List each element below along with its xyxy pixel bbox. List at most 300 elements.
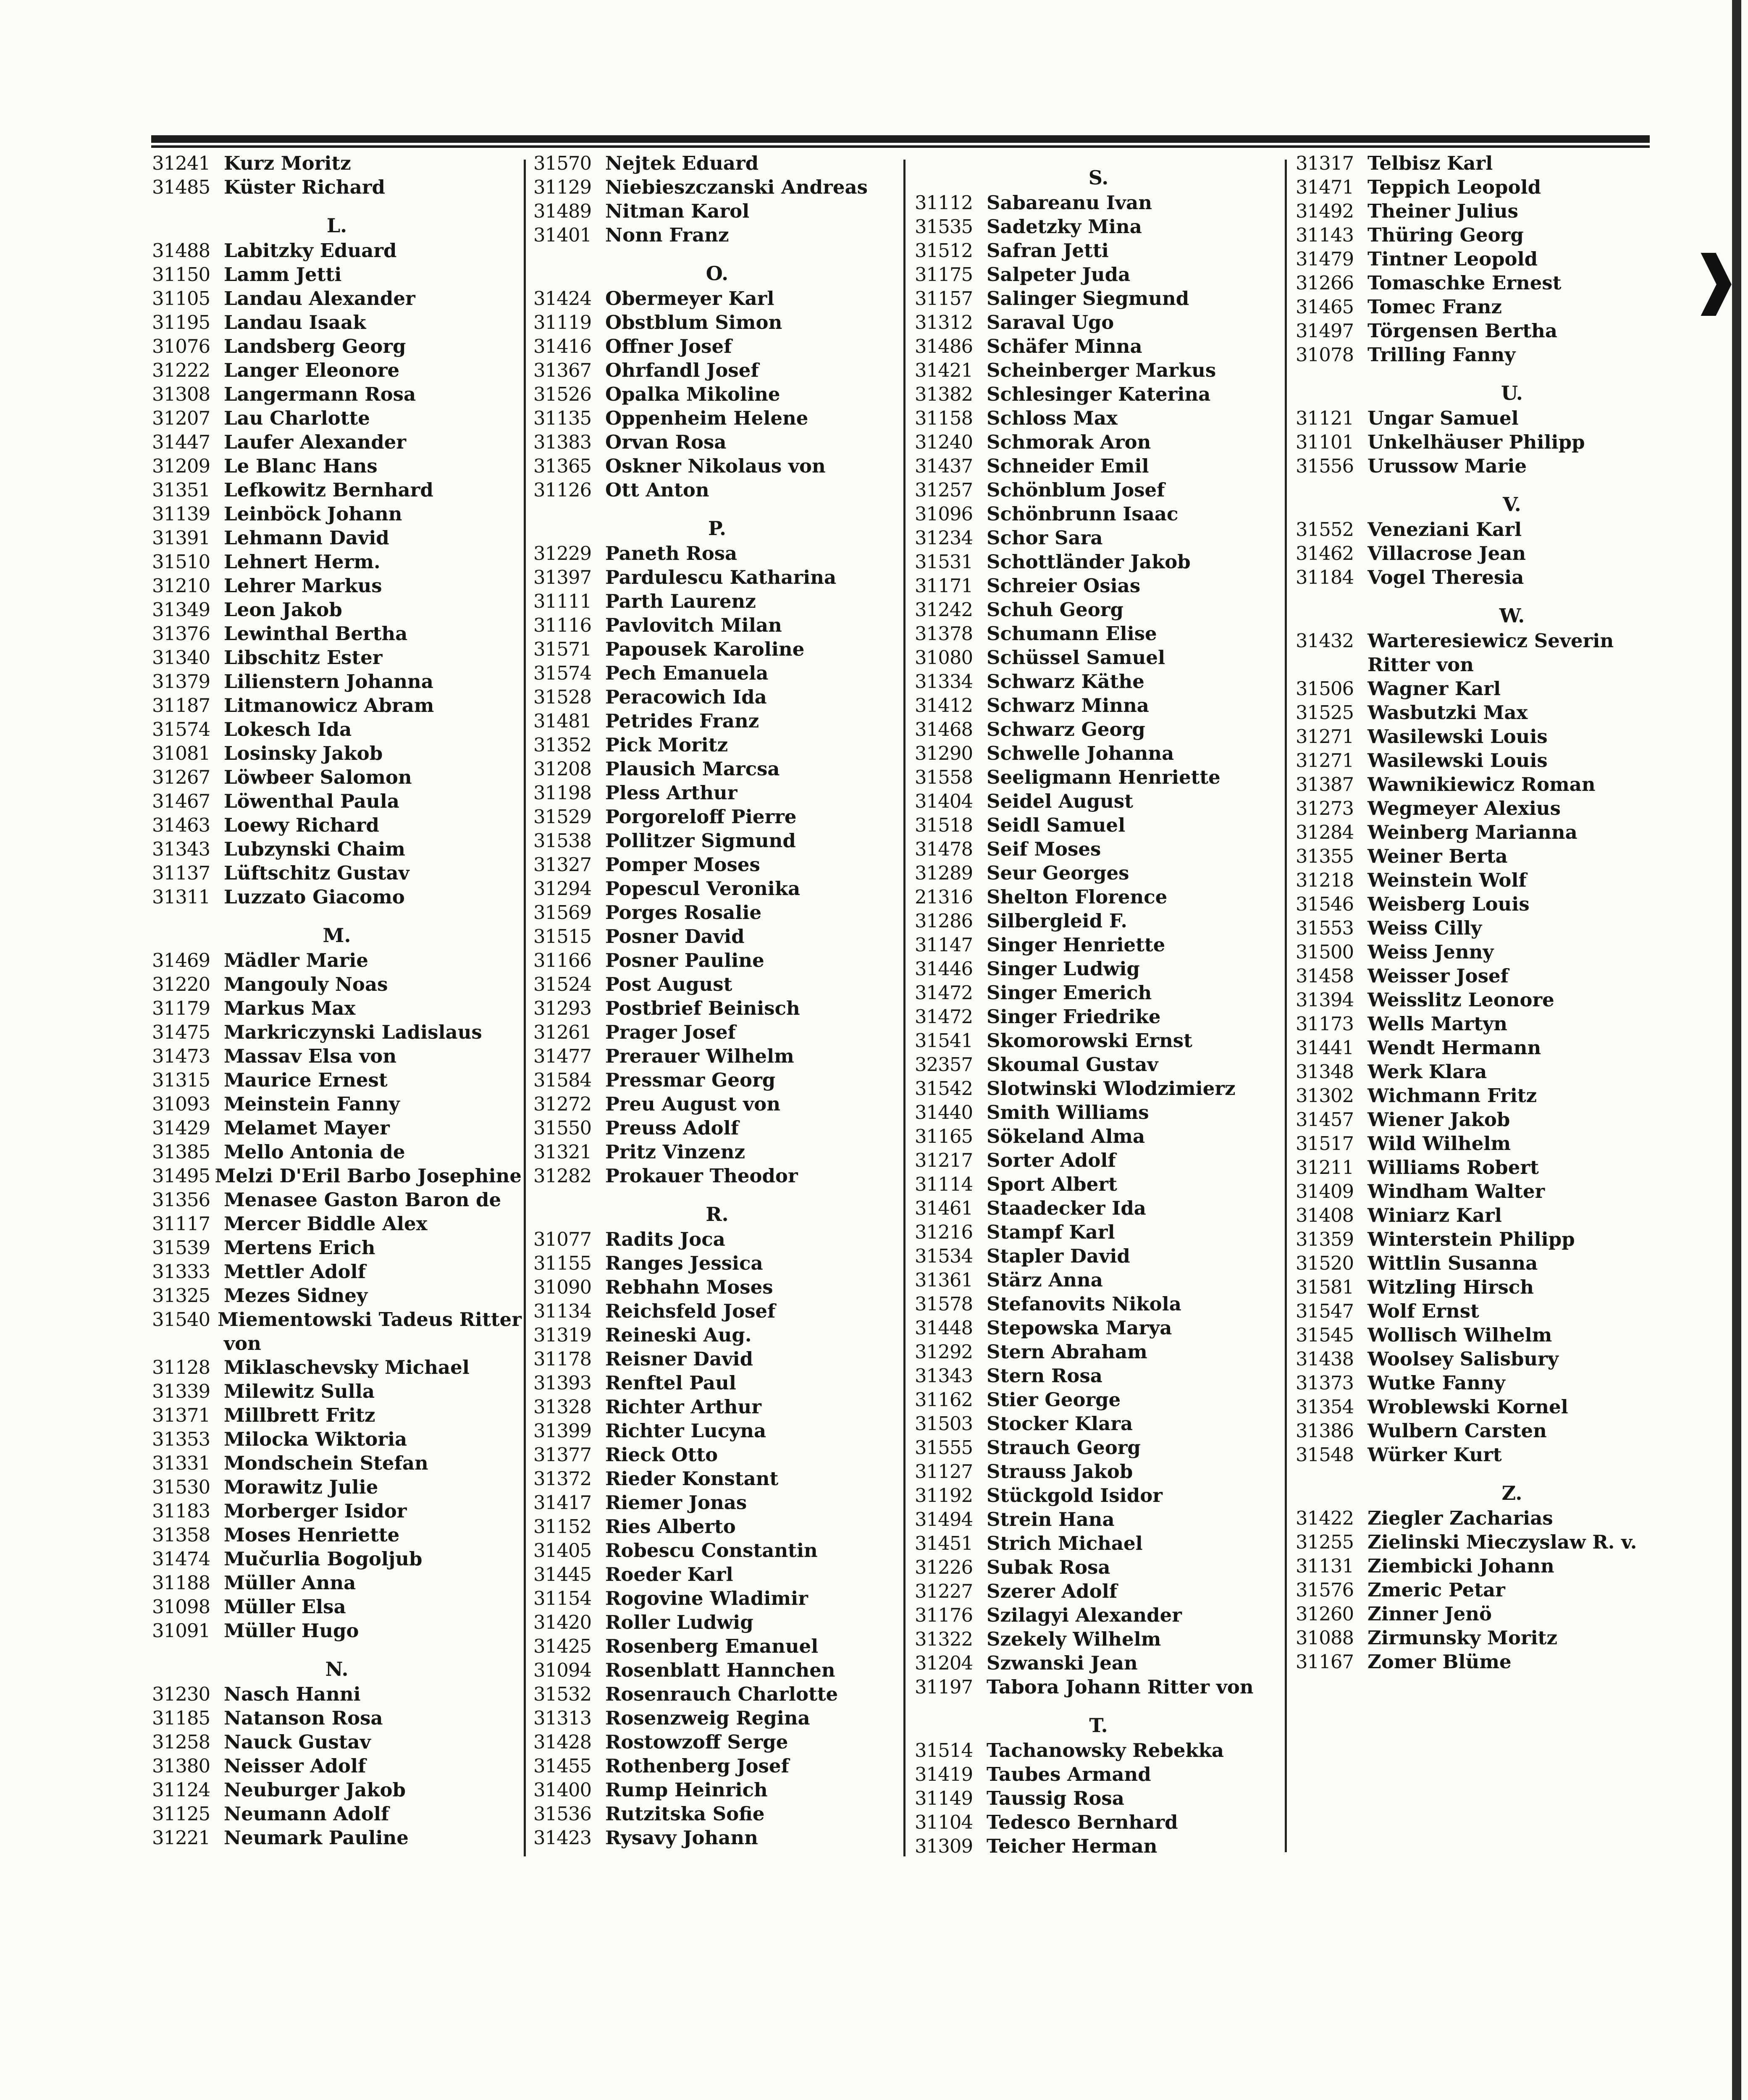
entry-name: Rebhahn Moses <box>605 1276 773 1298</box>
entry-number: 31581 <box>1296 1276 1354 1298</box>
entry-number: 31526 <box>533 383 592 405</box>
entry-number: 31546 <box>1296 893 1354 915</box>
list-entry <box>1296 940 1728 964</box>
entry-number: 31530 <box>152 1476 210 1498</box>
list-entry <box>915 1268 1282 1292</box>
entry-number: 31271 <box>1296 725 1354 748</box>
list-entry <box>915 430 1282 454</box>
entry-name: Szerer Adolf <box>987 1580 1118 1602</box>
entry-number: 31098 <box>152 1596 210 1618</box>
list-entry <box>915 1483 1282 1507</box>
entry-name: Lau Charlotte <box>224 407 370 429</box>
list-entry <box>915 885 1282 909</box>
entry-name: Teicher Herman <box>987 1835 1157 1857</box>
list-entry <box>533 1754 901 1778</box>
entry-number: 31437 <box>915 455 973 477</box>
list-entry <box>152 948 522 972</box>
list-entry <box>1296 1554 1728 1578</box>
entry-number: 31313 <box>533 1707 592 1729</box>
section-letter-header <box>152 1643 522 1682</box>
list-entry <box>915 957 1282 981</box>
entry-number: 31162 <box>915 1389 973 1411</box>
entry-name: Postbrief Beinisch <box>605 997 800 1019</box>
entry-name: Laufer Alexander <box>224 431 407 453</box>
list-entry <box>1296 319 1728 343</box>
entry-number: 31198 <box>533 782 592 804</box>
entry-name: Ungar Samuel <box>1367 407 1519 429</box>
entry-number: 31457 <box>1296 1108 1354 1131</box>
list-entry <box>1296 1323 1728 1347</box>
list-entry <box>533 310 901 334</box>
entry-name: Wasilewski Louis <box>1367 749 1548 772</box>
entry-name: Posner David <box>605 925 745 948</box>
entry-name: Porgoreloff Pierre <box>605 806 797 828</box>
entry-number: 31571 <box>533 638 592 660</box>
entry-number: 31216 <box>915 1221 973 1243</box>
entry-number: 31510 <box>152 551 210 573</box>
entry-number: 31524 <box>533 973 592 995</box>
list-entry <box>1296 1251 1728 1275</box>
entry-number: 31343 <box>152 838 210 860</box>
entry-name: Post August <box>605 973 732 995</box>
list-entry <box>915 334 1282 358</box>
entry-name: Weisser Josef <box>1367 965 1509 987</box>
entry-number: 31271 <box>1296 749 1354 772</box>
entry-number: 31294 <box>533 877 592 900</box>
entry-number: 31455 <box>533 1755 592 1777</box>
entry-name: Schlesinger Katerina <box>987 383 1211 405</box>
entry-name: Zomer Blüme <box>1367 1651 1512 1673</box>
entry-name: Nitman Karol <box>605 200 750 222</box>
entry-name: Zinner Jenö <box>1367 1603 1492 1625</box>
entry-number: 31371 <box>152 1404 210 1426</box>
entry-number: 31408 <box>1296 1204 1354 1226</box>
entry-name: Schneider Emil <box>987 455 1149 477</box>
list-entry <box>1296 175 1728 199</box>
list-entry <box>533 223 901 247</box>
entry-number: 31126 <box>533 479 592 501</box>
list-entry <box>533 757 901 781</box>
list-entry <box>533 1515 901 1538</box>
list-entry <box>915 1507 1282 1531</box>
entry-number: 31520 <box>1296 1252 1354 1274</box>
entry-name: Melzi D'Eril Barbo Josephine <box>215 1165 522 1187</box>
entry-name: Ziembicki Johann <box>1367 1555 1554 1577</box>
entry-number: 31116 <box>533 614 592 636</box>
entry-number: 31379 <box>152 670 210 693</box>
entry-number: 31447 <box>152 431 210 453</box>
list-entry <box>152 885 522 909</box>
entry-name: Loewy Richard <box>224 814 379 836</box>
entry-name: Salinger Siegmund <box>987 287 1189 310</box>
entry-number: 31479 <box>1296 248 1354 270</box>
entry-name: Mettler Adolf <box>224 1260 366 1283</box>
entry-name: Riemer Jonas <box>605 1491 747 1514</box>
list-entry <box>533 565 901 589</box>
entry-name: Lehmann David <box>224 527 389 549</box>
list-entry <box>1296 1371 1728 1395</box>
entry-name: Silbergleid F. <box>987 910 1127 932</box>
list-entry <box>1296 1203 1728 1227</box>
entry-number: 31555 <box>915 1436 973 1459</box>
entry-name: Skoumal Gustav <box>987 1053 1158 1076</box>
entry-number: 31137 <box>152 862 210 884</box>
list-entry <box>533 805 901 829</box>
entry-name: Milewitz Sulla <box>224 1380 375 1402</box>
list-entry <box>152 550 522 574</box>
entry-number: 31321 <box>533 1141 592 1163</box>
entry-number: 31188 <box>152 1572 210 1594</box>
entry-number: 31348 <box>1296 1060 1354 1083</box>
entry-number: 31088 <box>1296 1627 1354 1649</box>
list-entry <box>915 1651 1282 1675</box>
list-entry <box>533 900 901 924</box>
list-entry <box>152 286 522 310</box>
entry-number: 31124 <box>152 1779 210 1801</box>
list-entry <box>152 1706 522 1730</box>
entry-number: 31576 <box>1296 1579 1354 1601</box>
entry-name: Neisser Adolf <box>224 1755 366 1777</box>
list-entry <box>1296 1626 1728 1650</box>
list-entry <box>533 1275 901 1299</box>
entry-number: 31514 <box>915 1739 973 1761</box>
list-entry <box>915 526 1282 550</box>
list-entry <box>1296 541 1728 565</box>
entry-number: 31503 <box>915 1412 973 1435</box>
list-entry <box>152 1092 522 1116</box>
entry-name: Seeligmann Henriette <box>987 766 1220 788</box>
section-letter: U. <box>1501 382 1523 404</box>
section-letter: W. <box>1499 604 1525 627</box>
entry-name: Richter Lucyna <box>605 1420 766 1442</box>
entry-name: Lubzynski Chaim <box>224 838 405 860</box>
entry-number: 31372 <box>533 1467 592 1490</box>
list-entry <box>533 1395 901 1419</box>
entry-number: 31539 <box>152 1236 210 1259</box>
list-entry <box>1296 1155 1728 1179</box>
entry-number: 31134 <box>533 1300 592 1322</box>
list-entry <box>1296 629 1728 653</box>
section-letter-header <box>915 1699 1282 1738</box>
section-letter: L. <box>326 214 347 237</box>
entry-number: 31578 <box>915 1293 973 1315</box>
list-entry <box>533 1634 901 1658</box>
entry-name: Tomec Franz <box>1367 296 1502 318</box>
entry-number: 31569 <box>533 901 592 924</box>
entry-name: Peracowich Ida <box>605 686 767 708</box>
entry-name: Prokauer Theodor <box>605 1165 798 1187</box>
entry-number: 31558 <box>915 766 973 788</box>
list-entry <box>1296 1036 1728 1060</box>
entry-name: Offner Josef <box>605 335 732 357</box>
entry-name: Theiner Julius <box>1367 200 1518 222</box>
list-entry <box>1296 1179 1728 1203</box>
entry-number: 31284 <box>1296 821 1354 843</box>
entry-number: 31195 <box>152 311 210 333</box>
list-entry <box>1296 868 1728 892</box>
entry-number: 31376 <box>152 622 210 645</box>
entry-name: Le Blanc Hans <box>224 455 378 477</box>
entry-name: Lilienstern Johanna <box>224 670 433 693</box>
list-entry <box>1296 430 1728 454</box>
entry-number: 31187 <box>152 694 210 717</box>
entry-name: Sadetzky Mina <box>987 215 1142 238</box>
entry-number: 31445 <box>533 1563 592 1586</box>
list-entry <box>152 1682 522 1706</box>
list-entry <box>152 406 522 430</box>
list-entry <box>533 972 901 996</box>
entry-number: 31339 <box>152 1380 210 1402</box>
entry-number: 31553 <box>1296 917 1354 939</box>
entry-name: Stern Rosa <box>987 1365 1102 1387</box>
entry-name: Sökeland Alma <box>987 1125 1145 1147</box>
entry-name: Strich Michael <box>987 1532 1143 1554</box>
entry-name: Weinberg Marianna <box>1367 821 1577 843</box>
entry-number: 31255 <box>1296 1531 1354 1553</box>
entry-name: Wittlin Susanna <box>1367 1252 1538 1274</box>
list-entry <box>1296 1530 1728 1554</box>
list-entry <box>1296 1012 1728 1036</box>
section-letter: M. <box>323 924 351 947</box>
entry-name: Weiner Berta <box>1367 845 1508 867</box>
entry-number: 31584 <box>533 1069 592 1091</box>
list-entry <box>1296 1395 1728 1419</box>
list-entry <box>915 669 1282 693</box>
entry-name: Zielinski Mieczyslaw R. v. <box>1367 1531 1637 1553</box>
entry-name: Subak Rosa <box>987 1556 1110 1578</box>
section-letter-header <box>152 199 522 239</box>
list-entry <box>915 1627 1282 1651</box>
entry-number: 31481 <box>533 710 592 732</box>
entry-number: 31081 <box>152 742 210 764</box>
entry-number: 31451 <box>915 1532 973 1554</box>
entry-number: 31448 <box>915 1317 973 1339</box>
entry-name: Pomper Moses <box>605 853 760 876</box>
list-entry <box>152 813 522 837</box>
entry-name: Landau Isaak <box>224 311 366 333</box>
entry-name: Richter Arthur <box>605 1396 761 1418</box>
list-entry <box>152 861 522 885</box>
entry-name: Saraval Ugo <box>987 311 1114 333</box>
entry-number: 31114 <box>915 1173 973 1195</box>
top-rule-thin <box>151 145 1650 148</box>
entry-name: Wells Martyn <box>1367 1013 1508 1035</box>
entry-name: Witzling Hirsch <box>1367 1276 1534 1298</box>
entry-number: 31154 <box>533 1587 592 1609</box>
entry-name: Schüssel Samuel <box>987 646 1165 669</box>
entry-name: Szilagyi Alexander <box>987 1604 1182 1626</box>
entry-name: Massav Elsa von <box>224 1045 397 1067</box>
list-entry <box>1296 772 1728 796</box>
list-entry <box>152 622 522 646</box>
entry-name: Tintner Leopold <box>1367 248 1538 270</box>
list-entry <box>915 502 1282 526</box>
entry-name: Telbisz Karl <box>1367 152 1493 174</box>
entry-name: Maurice Ernest <box>224 1069 388 1091</box>
entry-number: 31401 <box>533 224 592 246</box>
entry-name: Warteresiewicz Severin <box>1367 630 1614 652</box>
entry-number: 31478 <box>915 838 973 860</box>
entry-number: 31209 <box>152 455 210 477</box>
entry-continuation: Ritter von <box>1367 654 1474 676</box>
entry-name: Mertens Erich <box>224 1236 375 1259</box>
list-entry <box>152 1547 522 1571</box>
entry-number: 31528 <box>533 686 592 708</box>
entry-name: Seif Moses <box>987 838 1101 860</box>
list-entry <box>915 693 1282 717</box>
entry-number: 31210 <box>152 575 210 597</box>
entry-name: Neuburger Jakob <box>224 1779 406 1801</box>
entry-number: 31462 <box>1296 542 1354 564</box>
entry-name: Rutzitska Sofie <box>605 1803 765 1825</box>
list-entry <box>1296 844 1728 868</box>
entry-number: 31420 <box>533 1611 592 1633</box>
entry-number: 31192 <box>915 1484 973 1507</box>
list-entry <box>152 175 522 199</box>
entry-name: Küster Richard <box>224 176 385 198</box>
entry-number: 31173 <box>1296 1013 1354 1035</box>
entry-name: Leon Jakob <box>224 598 342 621</box>
entry-name: Rysavy Johann <box>605 1827 758 1849</box>
entry-number: 31093 <box>152 1093 210 1115</box>
entry-name: Rump Heinrich <box>605 1779 768 1801</box>
entry-number: 31461 <box>915 1197 973 1219</box>
entry-name: Schuh Georg <box>987 598 1123 621</box>
entry-name: Nejtek Eduard <box>605 152 759 174</box>
entry-name: Schäfer Minna <box>987 335 1142 357</box>
entry-number: 31340 <box>152 646 210 669</box>
entry-number: 31220 <box>152 973 210 995</box>
list-entry <box>533 877 901 900</box>
list-entry <box>533 1491 901 1515</box>
entry-name: Müller Hugo <box>224 1620 359 1642</box>
entry-number: 31292 <box>915 1341 973 1363</box>
entry-name: Mezes Sidney <box>224 1284 368 1307</box>
list-entry <box>533 430 901 454</box>
entry-name: Schönbrunn Isaac <box>987 503 1178 525</box>
entry-number: 31308 <box>152 383 210 405</box>
entry-name: Luzzato Giacomo <box>224 886 405 908</box>
list-entry <box>915 310 1282 334</box>
list-entry <box>1296 1227 1728 1251</box>
list-entry <box>1296 1602 1728 1626</box>
list-entry <box>533 1227 901 1251</box>
entry-name: Zmeric Petar <box>1367 1579 1505 1601</box>
entry-name: Natanson Rosa <box>224 1707 383 1729</box>
entry-name: Thüring Georg <box>1367 224 1524 246</box>
list-entry <box>533 733 901 757</box>
list-entry <box>152 765 522 789</box>
list-entry <box>915 933 1282 957</box>
list-entry <box>915 239 1282 262</box>
entry-number: 31221 <box>152 1827 210 1849</box>
list-entry <box>915 454 1282 478</box>
entry-name: Stärz Anna <box>987 1269 1103 1291</box>
entry-name: Schor Sara <box>987 527 1103 549</box>
entry-number: 31218 <box>1296 869 1354 891</box>
entry-number: 31311 <box>152 886 210 908</box>
entry-name: Petrides Franz <box>605 710 759 732</box>
entry-name: Schönblum Josef <box>987 479 1165 501</box>
list-entry <box>533 286 901 310</box>
entry-name: Orvan Rosa <box>605 431 727 453</box>
entry-name: Löwenthal Paula <box>224 790 399 812</box>
list-entry <box>152 837 522 861</box>
entry-name: Stückgold Isidor <box>987 1484 1163 1507</box>
entry-name: Pick Moritz <box>605 734 728 756</box>
entry-number: 31178 <box>533 1348 592 1370</box>
entry-number: 31574 <box>152 718 210 740</box>
list-entry <box>1296 677 1728 701</box>
entry-number: 31397 <box>533 566 592 588</box>
list-entry <box>152 1140 522 1164</box>
entry-name: Miklaschevsky Michael <box>224 1356 470 1378</box>
entry-name: Winterstein Philipp <box>1367 1228 1575 1250</box>
entry-name: Lehrer Markus <box>224 575 382 597</box>
entry-name: Schwelle Johanna <box>987 742 1174 764</box>
entry-number: 31240 <box>915 431 973 453</box>
entry-number: 31175 <box>915 263 973 286</box>
list-entry <box>915 717 1282 741</box>
entry-name: Rostowzoff Serge <box>605 1731 788 1753</box>
entry-number: 31184 <box>1296 566 1354 588</box>
entry-name: Wollisch Wilhelm <box>1367 1324 1552 1346</box>
list-entry <box>533 1538 901 1562</box>
entry-number: 31157 <box>915 287 973 310</box>
list-entry <box>152 1802 522 1826</box>
list-entry <box>152 1754 522 1778</box>
column-divider-1 <box>524 160 526 1856</box>
entry-number: 31349 <box>152 598 210 621</box>
entry-name: Milocka Wiktoria <box>224 1428 407 1450</box>
entry-name: Tedesco Bernhard <box>987 1811 1178 1833</box>
list-entry <box>152 382 522 406</box>
entry-name: Sport Albert <box>987 1173 1117 1195</box>
list-entry <box>915 1579 1282 1603</box>
list-entry <box>1296 1108 1728 1131</box>
list-entry <box>533 1682 901 1706</box>
entry-name: Teppich Leopold <box>1367 176 1541 198</box>
entry-name: Opalka Mikoline <box>605 383 780 405</box>
list-entry <box>533 334 901 358</box>
entry-name: Wagner Karl <box>1367 677 1501 700</box>
entry-name: Unkelhäuser Philipp <box>1367 431 1585 453</box>
entry-name: Lefkowitz Bernhard <box>224 479 433 501</box>
entry-name: Roller Ludwig <box>605 1611 753 1633</box>
entry-name: Pavlovitch Milan <box>605 614 782 636</box>
entry-number: 31446 <box>915 958 973 980</box>
list-entry <box>915 1388 1282 1412</box>
entry-number: 31540 <box>152 1308 210 1331</box>
entry-name: Taussig Rosa <box>987 1787 1124 1809</box>
list-entry <box>1296 1506 1728 1530</box>
entry-number: 31152 <box>533 1515 592 1538</box>
list-entry <box>915 1005 1282 1029</box>
entry-number: 31412 <box>915 694 973 717</box>
list-entry <box>533 382 901 406</box>
list-entry <box>1296 565 1728 589</box>
entry-name: Pressmar Georg <box>605 1069 776 1091</box>
entry-number: 31117 <box>152 1213 210 1235</box>
entry-number: 31417 <box>533 1491 592 1514</box>
list-entry <box>152 430 522 454</box>
list-entry <box>533 358 901 382</box>
entry-name: Langer Eleonore <box>224 359 400 381</box>
list-entry <box>533 1443 901 1467</box>
section-letter-header <box>1296 367 1728 406</box>
entry-number: 31423 <box>533 1827 592 1849</box>
entry-number: 31165 <box>915 1125 973 1147</box>
